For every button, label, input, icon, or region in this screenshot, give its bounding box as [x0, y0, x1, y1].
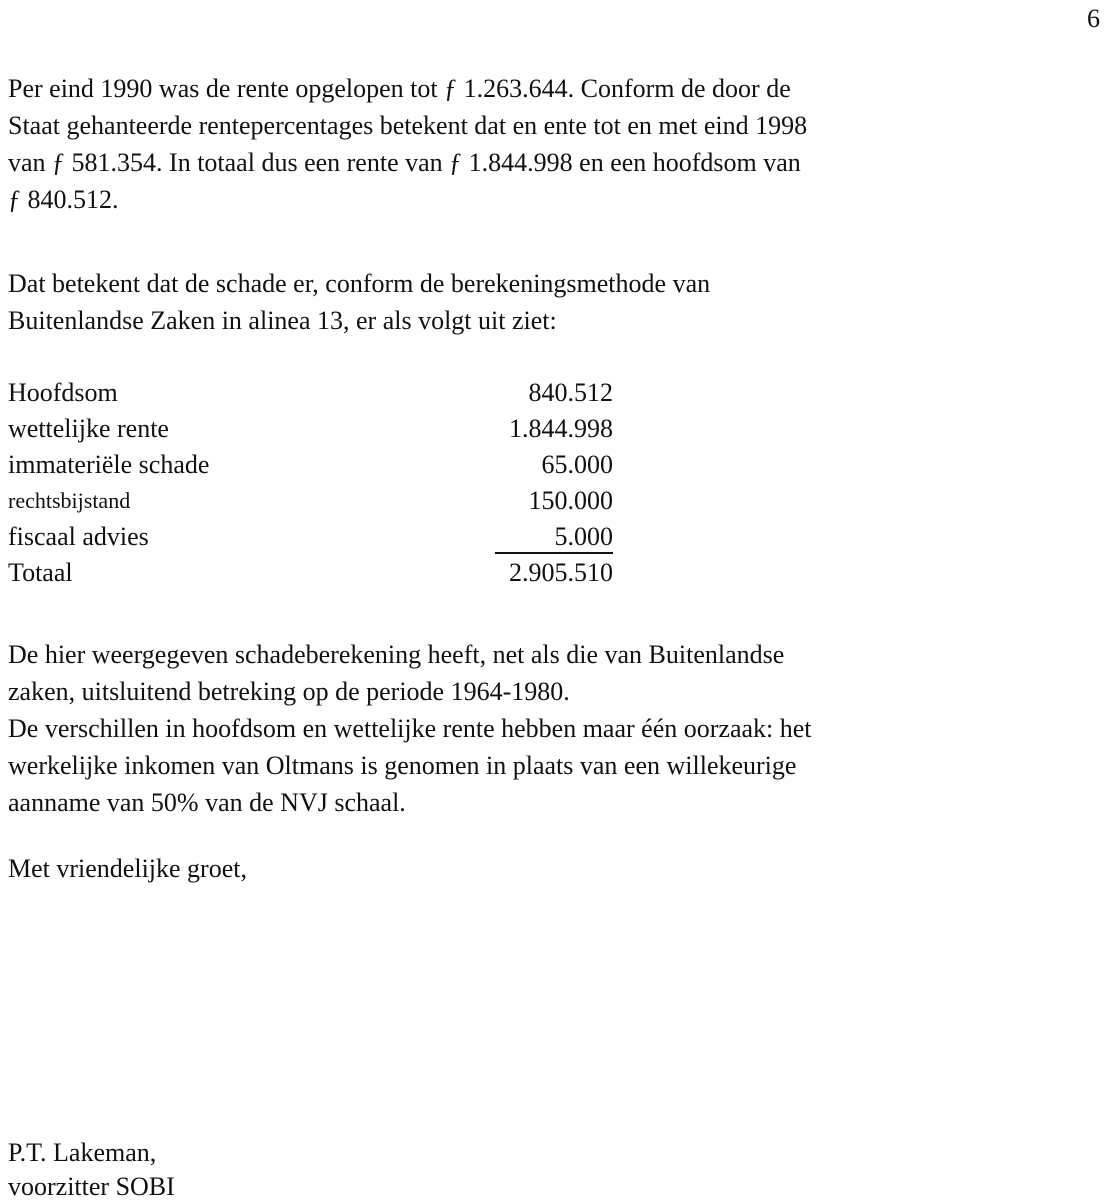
text-line: Staat gehanteerde rentepercentages betekent dat en ente tot en met eind 1998 [8, 111, 808, 140]
total-label: Totaal [8, 558, 73, 587]
row-amount: 150.000 [528, 486, 613, 515]
table-row [8, 447, 613, 483]
calculation-intro-paragraph [8, 265, 1078, 339]
signature-block [8, 1136, 1078, 1204]
row-label: rechtsbijstand [8, 488, 131, 513]
table-row [8, 519, 613, 555]
text-line: van ƒ 581.354. In totaal dus een rente van ƒ 1.844.998 en een hoofdsom van [8, 148, 801, 177]
signer-title: voorzitter SOBI [8, 1172, 175, 1201]
text-line: zaken, uitsluitend betreking op de periode 1964-1980. [8, 677, 570, 706]
table-row [8, 483, 613, 519]
row-amount: 65.000 [541, 450, 613, 479]
row-amount: 1.844.998 [509, 414, 613, 443]
page-number: 6 [1087, 4, 1100, 33]
row-label: fiscaal advies [8, 522, 149, 551]
text-line: Per eind 1990 was de rente opgelopen tot ƒ 1.263.644. Conform de door de [8, 74, 791, 103]
text-line: aanname van 50% van de NVJ schaal. [8, 788, 406, 817]
interest-paragraph [8, 70, 1078, 218]
text-line: Dat betekent dat de schade er, conform de berekeningsmethode van [8, 269, 711, 298]
explanation-paragraph [8, 636, 1078, 821]
row-label: Hoofdsom [8, 378, 118, 407]
closing-greeting: Met vriendelijke groet, [8, 854, 247, 883]
row-amount: 840.512 [528, 378, 613, 407]
total-amount: 2.905.510 [509, 558, 613, 587]
table-row [8, 375, 613, 411]
table-row-total [8, 555, 613, 591]
table-row [8, 411, 613, 447]
text-line: De verschillen in hoofdsom en wettelijke rente hebben maar één oorzaak: het [8, 714, 812, 743]
text-line: werkelijke inkomen van Oltmans is genomen in plaats van een willekeurige [8, 751, 797, 780]
damage-calculation-table [8, 375, 613, 591]
subtotal-underline: 5.000 [495, 522, 614, 554]
row-label: immateriële schade [8, 450, 210, 479]
text-line: ƒ 840.512. [8, 185, 119, 214]
text-line: De hier weergegeven schadeberekening heeft, net als die van Buitenlandse [8, 640, 785, 669]
row-amount-underlined [438, 519, 613, 555]
signer-name: P.T. Lakeman, [8, 1138, 157, 1167]
row-label: wettelijke rente [8, 414, 169, 443]
text-line: Buitenlandse Zaken in alinea 13, er als volgt uit ziet: [8, 306, 557, 335]
